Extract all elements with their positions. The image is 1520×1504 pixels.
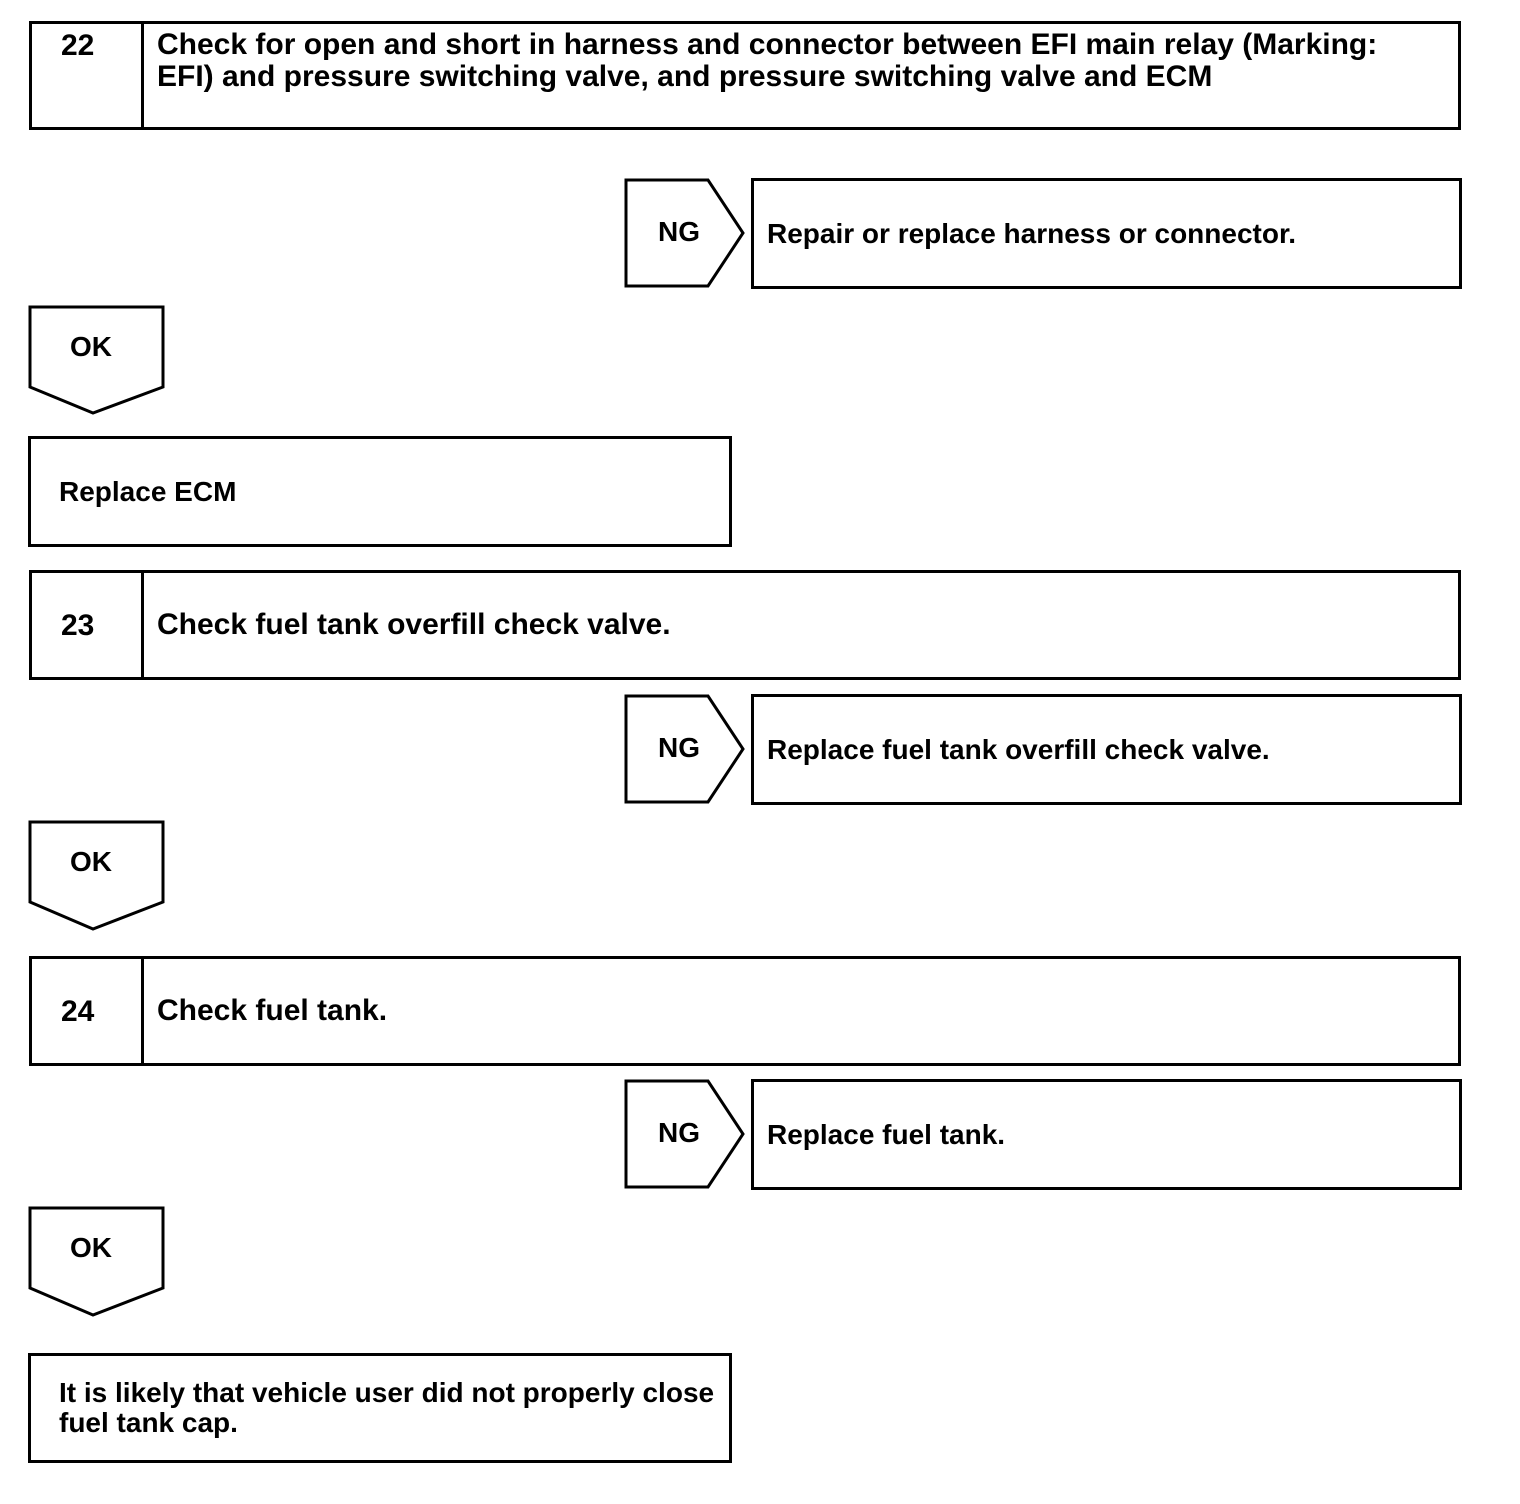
- ng-arrow: [624, 178, 748, 289]
- step-number-cell: [32, 24, 144, 127]
- ng-label: NG: [658, 732, 700, 763]
- step-22-box: [29, 21, 1461, 130]
- step-description: Check fuel tank.: [157, 994, 388, 1027]
- ok-label: OK: [70, 331, 112, 362]
- step-description: Check fuel tank overfill check valve.: [157, 608, 671, 641]
- ng-action-box: [751, 694, 1462, 805]
- ok-label: OK: [70, 1232, 112, 1263]
- ng-label: NG: [658, 1117, 700, 1148]
- result-text: It is likely that vehicle user did not properly close fuel tank cap.: [59, 1377, 715, 1438]
- step-description: Check for open and short in harness and connector between EFI main relay (Marking: EFI) and pressure switching valve, and pressure switching valve and ECM: [157, 28, 1378, 93]
- result-box: [28, 436, 732, 547]
- ng-action-text: Replace fuel tank.: [767, 1119, 1006, 1150]
- step-24-box: [29, 956, 1461, 1066]
- ng-action-box: [751, 1079, 1462, 1190]
- result-box: [28, 1353, 732, 1463]
- ng-arrow: [624, 694, 748, 805]
- ok-arrow: [28, 305, 166, 415]
- step-number: 23: [61, 609, 95, 642]
- ng-action-box: [751, 178, 1462, 289]
- step-number: 24: [61, 995, 95, 1028]
- ng-action-text: Replace fuel tank overfill check valve.: [767, 734, 1270, 765]
- ok-arrow: [28, 820, 166, 931]
- ok-label: OK: [70, 846, 112, 877]
- step-number: 22: [61, 29, 95, 62]
- step-number-cell: [32, 959, 144, 1063]
- step-number-cell: [32, 573, 144, 677]
- ng-arrow: [624, 1079, 748, 1190]
- result-text: Replace ECM: [59, 476, 237, 507]
- ng-label: NG: [658, 216, 700, 247]
- step-23-box: [29, 570, 1461, 680]
- ok-arrow: [28, 1206, 166, 1317]
- ng-action-text: Repair or replace harness or connector.: [767, 218, 1297, 249]
